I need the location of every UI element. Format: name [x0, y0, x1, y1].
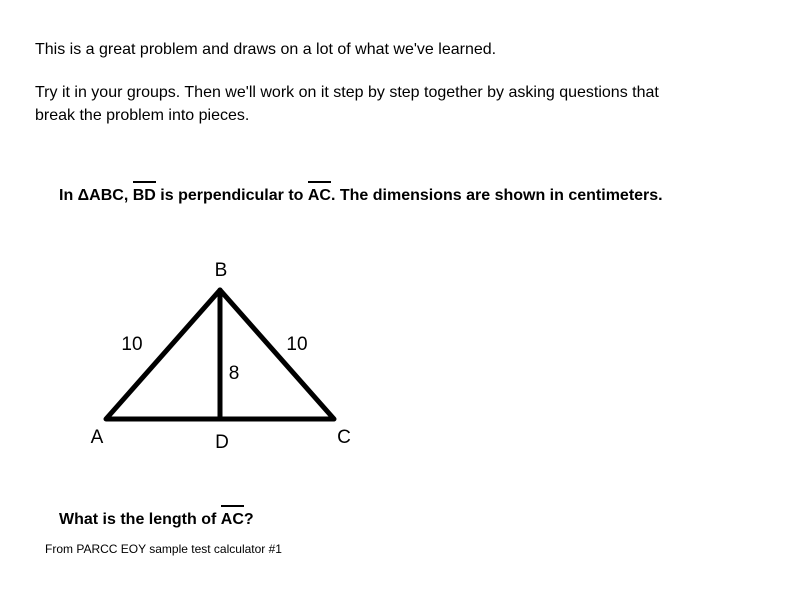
intro-line-2: Try it in your groups. Then we'll work on it step by step together by asking questions that [35, 84, 659, 101]
vertex-c-label: C [337, 427, 351, 448]
intro-line-1: This is a great problem and draws on a lot of what we've learned. [35, 41, 497, 58]
question-segment-ac-overline: AC [220, 511, 244, 528]
statement-suffix: . The dimensions are shown in centimeters. [330, 187, 663, 204]
segment-bd-overline: BD [132, 187, 156, 204]
vertex-a-label: A [90, 427, 104, 448]
intro-line-3: break the problem into pieces. [35, 107, 250, 124]
altitude-bd-length: 8 [228, 363, 240, 384]
question-text [59, 510, 254, 530]
statement-prefix: In ΔABC, [59, 187, 133, 204]
statement-middle: is perpendicular to [155, 187, 308, 204]
point-d-label: D [215, 432, 229, 453]
question-suffix: ? [243, 511, 254, 528]
side-bc-length: 10 [286, 334, 308, 355]
segment-ac-overline: AC [307, 187, 331, 204]
vertex-b-label: B [214, 260, 228, 281]
question-prefix: What is the length of [59, 511, 221, 528]
side-ab-length: 10 [121, 334, 143, 355]
source-note: From PARCC EOY sample test calculator #1 [45, 542, 282, 556]
